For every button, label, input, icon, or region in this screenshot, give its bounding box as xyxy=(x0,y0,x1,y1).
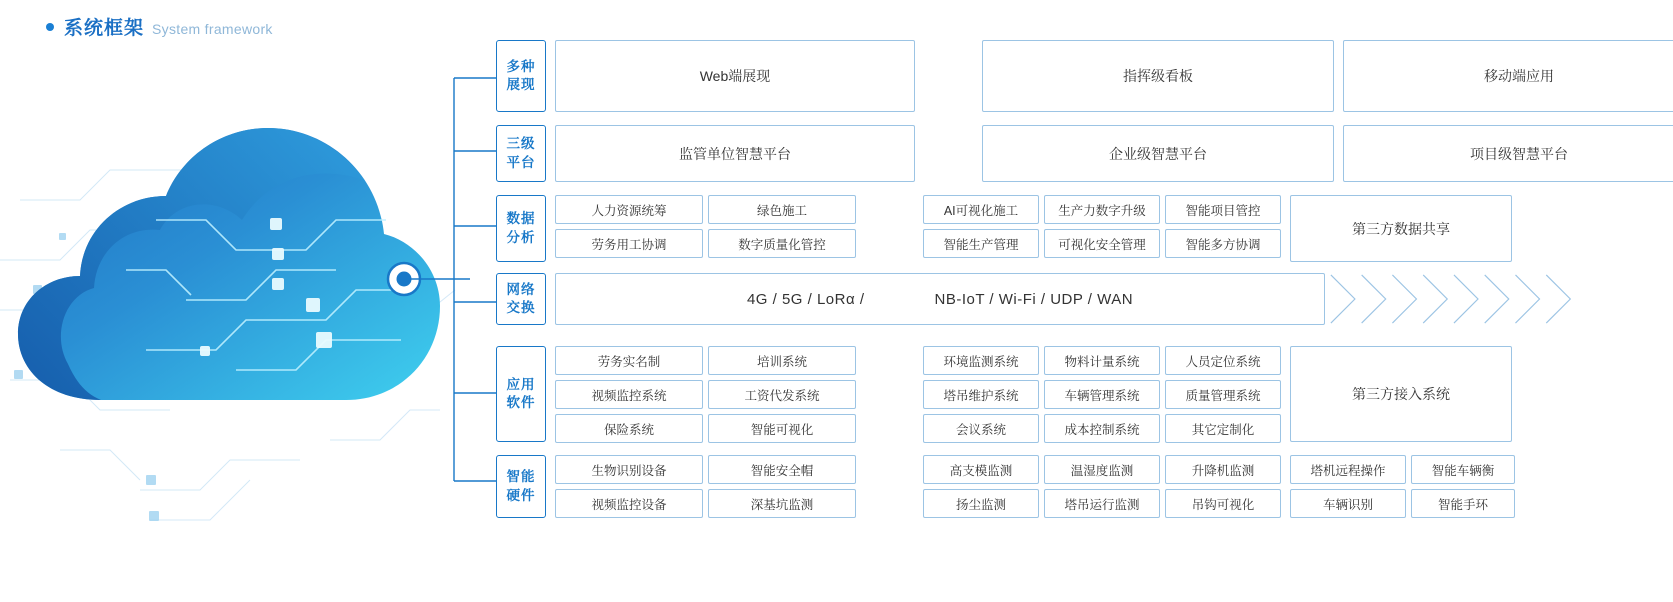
cell-cost-control-system[interactable]: 成本控制系统 xyxy=(1044,414,1160,443)
cell-smart-wristband[interactable]: 智能手环 xyxy=(1411,489,1515,518)
row-label-presentation: 多种 展现 xyxy=(496,40,546,112)
cell-hook-visualization[interactable]: 吊钩可视化 xyxy=(1165,489,1281,518)
box-supervision-platform[interactable]: 监管单位智慧平台 xyxy=(555,125,915,182)
cell-temp-humidity-monitoring[interactable]: 温湿度监测 xyxy=(1044,455,1160,484)
row-label-application: 应用 软件 xyxy=(496,346,546,442)
box-network-exchange[interactable] xyxy=(555,273,1325,325)
framework-diagram xyxy=(452,40,1662,580)
row-data-analysis xyxy=(496,195,1512,262)
row-application xyxy=(496,346,1512,442)
section-header xyxy=(46,13,273,40)
network-text-right: NB-IoT / Wi-Fi / UDP / WAN xyxy=(934,290,1134,308)
cell-payroll-system[interactable]: 工资代发系统 xyxy=(708,380,856,409)
row-platform xyxy=(496,125,1673,182)
cell-green-construction[interactable]: 绿色施工 xyxy=(708,195,856,224)
network-text-left: 4G / 5G / LoRα / xyxy=(746,290,865,308)
group-app-middle xyxy=(923,346,1281,442)
cell-smart-project-control[interactable]: 智能项目管控 xyxy=(1165,195,1281,224)
cell-smart-production-management[interactable]: 智能生产管理 xyxy=(923,229,1039,258)
cell-smart-helmet[interactable]: 智能安全帽 xyxy=(708,455,856,484)
cell-smart-multiparty-coordination[interactable]: 智能多方协调 xyxy=(1165,229,1281,258)
cell-digital-quality-control[interactable]: 数字质量化管控 xyxy=(708,229,856,258)
row-label-network: 网络 交换 xyxy=(496,273,546,325)
group-data-left xyxy=(555,195,856,262)
row-hardware xyxy=(496,455,1515,518)
group-hw-right xyxy=(1290,455,1515,518)
row-data-analysis-groups xyxy=(555,195,1512,262)
row-network xyxy=(496,273,1325,325)
cell-video-surveillance-system[interactable]: 视频监控系统 xyxy=(555,380,703,409)
cell-hoist-monitoring[interactable]: 升降机监测 xyxy=(1165,455,1281,484)
cell-high-formwork-monitoring[interactable]: 高支模监测 xyxy=(923,455,1039,484)
cell-productivity-digital-upgrade[interactable]: 生产力数字升级 xyxy=(1044,195,1160,224)
row-label-data-analysis: 数据 分析 xyxy=(496,195,546,262)
row-presentation xyxy=(496,40,1673,112)
row-label-platform: 三级 平台 xyxy=(496,125,546,182)
box-mobile-app[interactable]: 移动端应用 xyxy=(1343,40,1673,112)
box-third-party-data-sharing[interactable]: 第三方数据共享 xyxy=(1290,195,1512,262)
row-network-groups xyxy=(555,273,1325,325)
cell-tower-crane-maintenance-system[interactable]: 塔吊维护系统 xyxy=(923,380,1039,409)
bracket-connector xyxy=(452,40,498,580)
row-application-groups xyxy=(555,346,1512,442)
cell-hr-coordination[interactable]: 人力资源统筹 xyxy=(555,195,703,224)
box-enterprise-platform[interactable]: 企业级智慧平台 xyxy=(982,125,1334,182)
page-subtitle: System framework xyxy=(152,21,273,37)
cell-labor-coordination[interactable]: 劳务用工协调 xyxy=(555,229,703,258)
cell-visual-safety-management[interactable]: 可视化安全管理 xyxy=(1044,229,1160,258)
cell-dust-monitoring[interactable]: 扬尘监测 xyxy=(923,489,1039,518)
cell-insurance-system[interactable]: 保险系统 xyxy=(555,414,703,443)
cell-video-surveillance-device[interactable]: 视频监控设备 xyxy=(555,489,703,518)
cell-smart-visualization[interactable]: 智能可视化 xyxy=(708,414,856,443)
row-presentation-groups xyxy=(555,40,1673,112)
cell-tower-crane-operation-monitoring[interactable]: 塔吊运行监测 xyxy=(1044,489,1160,518)
row-hardware-groups xyxy=(555,455,1515,518)
network-arrows-icon xyxy=(1324,274,1582,324)
cell-vehicle-management-system[interactable]: 车辆管理系统 xyxy=(1044,380,1160,409)
row-label-hardware: 智能 硬件 xyxy=(496,455,546,518)
box-command-dashboard[interactable]: 指挥级看板 xyxy=(982,40,1334,112)
page-title: 系统框架 xyxy=(64,18,145,39)
box-web-display[interactable]: Web端展现 xyxy=(555,40,915,112)
cell-ai-visual-construction[interactable]: AI可视化施工 xyxy=(923,195,1039,224)
box-project-platform[interactable]: 项目级智慧平台 xyxy=(1343,125,1673,182)
cell-smart-weighbridge[interactable]: 智能车辆衡 xyxy=(1411,455,1515,484)
cell-meeting-system[interactable]: 会议系统 xyxy=(923,414,1039,443)
cell-personnel-positioning-system[interactable]: 人员定位系统 xyxy=(1165,346,1281,375)
group-data-middle xyxy=(923,195,1281,262)
group-app-left xyxy=(555,346,856,442)
cell-biometric-device[interactable]: 生物识别设备 xyxy=(555,455,703,484)
bullet-icon xyxy=(46,23,54,31)
cell-training-system[interactable]: 培训系统 xyxy=(708,346,856,375)
box-third-party-access-system[interactable]: 第三方接入系统 xyxy=(1290,346,1512,442)
cell-labor-realname[interactable]: 劳务实名制 xyxy=(555,346,703,375)
cell-quality-management-system[interactable]: 质量管理系统 xyxy=(1165,380,1281,409)
group-hw-middle xyxy=(923,455,1281,518)
cell-vehicle-recognition[interactable]: 车辆识别 xyxy=(1290,489,1406,518)
cloud-illustration xyxy=(0,60,470,560)
row-platform-groups xyxy=(555,125,1673,182)
cell-material-metering-system[interactable]: 物料计量系统 xyxy=(1044,346,1160,375)
cell-tower-remote-operation[interactable]: 塔机远程操作 xyxy=(1290,455,1406,484)
cell-other-customization[interactable]: 其它定制化 xyxy=(1165,414,1281,443)
cell-deep-foundation-monitoring[interactable]: 深基坑监测 xyxy=(708,489,856,518)
group-hw-left xyxy=(555,455,856,518)
cell-environment-monitoring-system[interactable]: 环境监测系统 xyxy=(923,346,1039,375)
